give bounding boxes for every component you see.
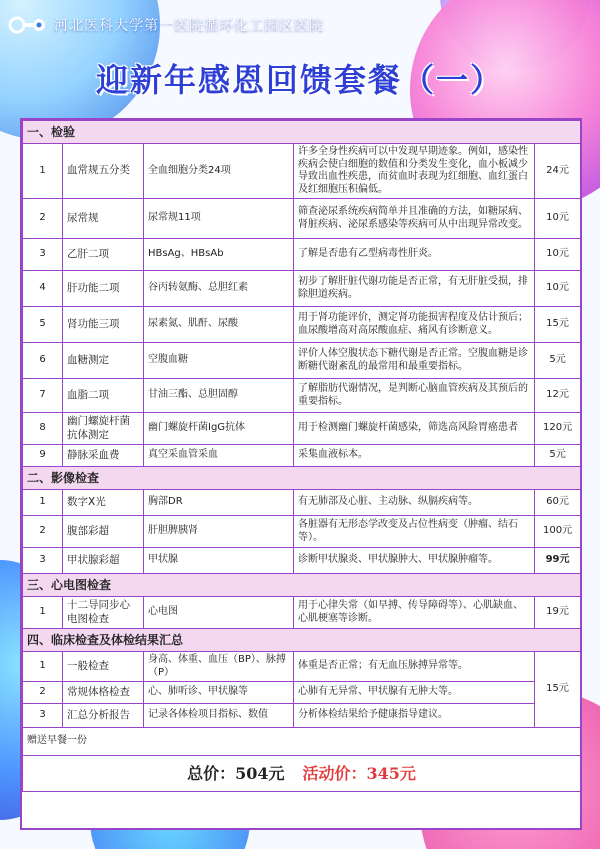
item-description: 初步了解肝脏代谢功能是否正常，有无肝脏受损，排除胆道疾病。 — [294, 271, 535, 307]
item-content: 空腹血糖 — [144, 343, 294, 379]
item-name: 血脂二项 — [63, 379, 144, 413]
item-description: 许多全身性疾病可以中发现早期迹象。例如，感染性疾病会使白细胞的数值和分类发生变化，血小板减少导致出血性疾患，而贫血时表现为红细胞、血红蛋白及红细胞压积偏低。 — [294, 144, 535, 199]
table-row — [23, 704, 581, 728]
row-number: 2 — [23, 516, 63, 548]
table-row — [23, 239, 581, 271]
item-description: 用于检测幽门螺旋杆菌感染，筛选高风险胃癌患者 — [294, 413, 535, 445]
section-title: 二、影像检查 — [23, 467, 581, 490]
table-row — [23, 413, 581, 445]
item-description: 评价人体空腹状态下糖代谢是否正常。空腹血糖是诊断糖代谢紊乱的最常用和最重要指标。 — [294, 343, 535, 379]
page-title: 迎新年感恩回馈套餐（一） — [95, 61, 504, 99]
item-name: 腹部彩超 — [63, 516, 144, 548]
item-price: 12元 — [535, 379, 581, 413]
table-row — [23, 682, 581, 704]
item-name: 常规体格检查 — [63, 682, 144, 704]
item-description: 用于肾功能评价，测定肾功能损害程度及估计预后；血尿酸增高对高尿酸血症、痛风有诊断意义。 — [294, 307, 535, 343]
item-content: 真空采血管采血 — [144, 445, 294, 467]
item-price: 99元 — [535, 548, 581, 574]
gift-note: 赠送早餐一份 — [23, 728, 581, 756]
item-price: 10元 — [535, 199, 581, 239]
row-number: 1 — [23, 597, 63, 629]
section-title: 三、心电图检查 — [23, 574, 581, 597]
section-header-ecg — [23, 574, 581, 597]
item-description: 采集血液标本。 — [294, 445, 535, 467]
section-header-imaging — [23, 467, 581, 490]
item-name: 幽门螺旋杆菌抗体测定 — [63, 413, 144, 445]
item-name: 甲状腺彩超 — [63, 548, 144, 574]
table-row — [23, 271, 581, 307]
item-price: 5元 — [535, 343, 581, 379]
item-description: 有无肺部及心脏、主动脉、纵膈疾病等。 — [294, 490, 535, 516]
item-content: 胸部DR — [144, 490, 294, 516]
item-description: 心肺有无异常、甲状腺有无肿大等。 — [294, 682, 535, 704]
item-name: 静脉采血费 — [63, 445, 144, 467]
table-row — [23, 199, 581, 239]
section-header-clinical — [23, 629, 581, 652]
row-number: 6 — [23, 343, 63, 379]
table-row — [23, 548, 581, 574]
item-price: 15元 — [535, 652, 581, 728]
row-number: 2 — [23, 682, 63, 704]
package-table — [22, 120, 581, 792]
section-title: 一、检验 — [23, 121, 581, 144]
row-number: 1 — [23, 652, 63, 682]
item-content: 记录各体检项目指标、数值 — [144, 704, 294, 728]
item-name: 血常规五分类 — [63, 144, 144, 199]
table-row — [23, 379, 581, 413]
table-row — [23, 597, 581, 629]
row-number: 5 — [23, 307, 63, 343]
item-content: 全血细胞分类24项 — [144, 144, 294, 199]
table-row — [23, 516, 581, 548]
row-number: 1 — [23, 490, 63, 516]
item-name: 数字X光 — [63, 490, 144, 516]
item-price: 10元 — [535, 239, 581, 271]
item-description: 体重是否正常；有无血压脉搏异常等。 — [294, 652, 535, 682]
hospital-name: 河北医科大学第一医院循环化工园区医院 — [54, 18, 324, 34]
item-price: 5元 — [535, 445, 581, 467]
row-number: 1 — [23, 144, 63, 199]
package-panel — [20, 118, 582, 830]
total-price — [23, 756, 581, 792]
item-name: 肾功能三项 — [63, 307, 144, 343]
item-name: 尿常规 — [63, 199, 144, 239]
item-name: 血糖测定 — [63, 343, 144, 379]
item-content: 尿素氮、肌酐、尿酸 — [144, 307, 294, 343]
item-content: 幽门螺旋杆菌IgG抗体 — [144, 413, 294, 445]
item-name: 十二导同步心电图检查 — [63, 597, 144, 629]
item-content: 心、肺听诊、甲状腺等 — [144, 682, 294, 704]
item-price: 10元 — [535, 271, 581, 307]
row-number: 3 — [23, 548, 63, 574]
item-description: 筛查泌尿系统疾病简单并且准确的方法，如糖尿病、肾脏疾病、泌尿系感染等疾病可从中出现异常改变。 — [294, 199, 535, 239]
section-header-lab — [23, 121, 581, 144]
total-price-label: 总价：504元 — [187, 763, 285, 783]
item-description: 了解脂肪代谢情况，是判断心脑血管疾病及其预后的重要指标。 — [294, 379, 535, 413]
item-name: 汇总分析报告 — [63, 704, 144, 728]
row-number: 4 — [23, 271, 63, 307]
item-content: 谷丙转氨酶、总胆红素 — [144, 271, 294, 307]
table-row — [23, 652, 581, 682]
item-description: 分析体检结果给予健康指导建议。 — [294, 704, 535, 728]
item-content: 肝胆脾胰肾 — [144, 516, 294, 548]
item-content: HBsAg、HBsAb — [144, 239, 294, 271]
item-name: 一般检查 — [63, 652, 144, 682]
row-number: 7 — [23, 379, 63, 413]
table-row — [23, 445, 581, 467]
row-number: 3 — [23, 239, 63, 271]
item-description: 了解是否患有乙型病毒性肝炎。 — [294, 239, 535, 271]
item-price: 24元 — [535, 144, 581, 199]
item-price: 100元 — [535, 516, 581, 548]
table-row — [23, 343, 581, 379]
header — [8, 10, 324, 40]
item-price: 19元 — [535, 597, 581, 629]
item-price: 120元 — [535, 413, 581, 445]
row-number: 8 — [23, 413, 63, 445]
item-price: 15元 — [535, 307, 581, 343]
table-row — [23, 490, 581, 516]
hospital-logo-icon — [8, 12, 48, 38]
item-description: 诊断甲状腺炎、甲状腺肿大、甲状腺肿瘤等。 — [294, 548, 535, 574]
item-name: 肝功能二项 — [63, 271, 144, 307]
table-row — [23, 144, 581, 199]
promo-price-label: 活动价：345元 — [302, 763, 416, 783]
section-title: 四、临床检查及体检结果汇总 — [23, 629, 581, 652]
item-description: 用于心律失常（如早搏、传导障碍等）、心肌缺血、心肌梗塞等诊断。 — [294, 597, 535, 629]
item-description: 各脏器有无形态学改变及占位性病变（肿瘤、结石等）。 — [294, 516, 535, 548]
item-content: 甲状腺 — [144, 548, 294, 574]
item-content: 心电图 — [144, 597, 294, 629]
total-row — [23, 756, 581, 792]
item-content: 身高、体重、血压（BP）、脉搏（P） — [144, 652, 294, 682]
row-number: 3 — [23, 704, 63, 728]
item-content: 甘油三酯、总胆固醇 — [144, 379, 294, 413]
table-row — [23, 307, 581, 343]
gift-row — [23, 728, 581, 756]
item-content: 尿常规11项 — [144, 199, 294, 239]
item-name: 乙肝二项 — [63, 239, 144, 271]
item-price: 60元 — [535, 490, 581, 516]
row-number: 2 — [23, 199, 63, 239]
row-number: 9 — [23, 445, 63, 467]
